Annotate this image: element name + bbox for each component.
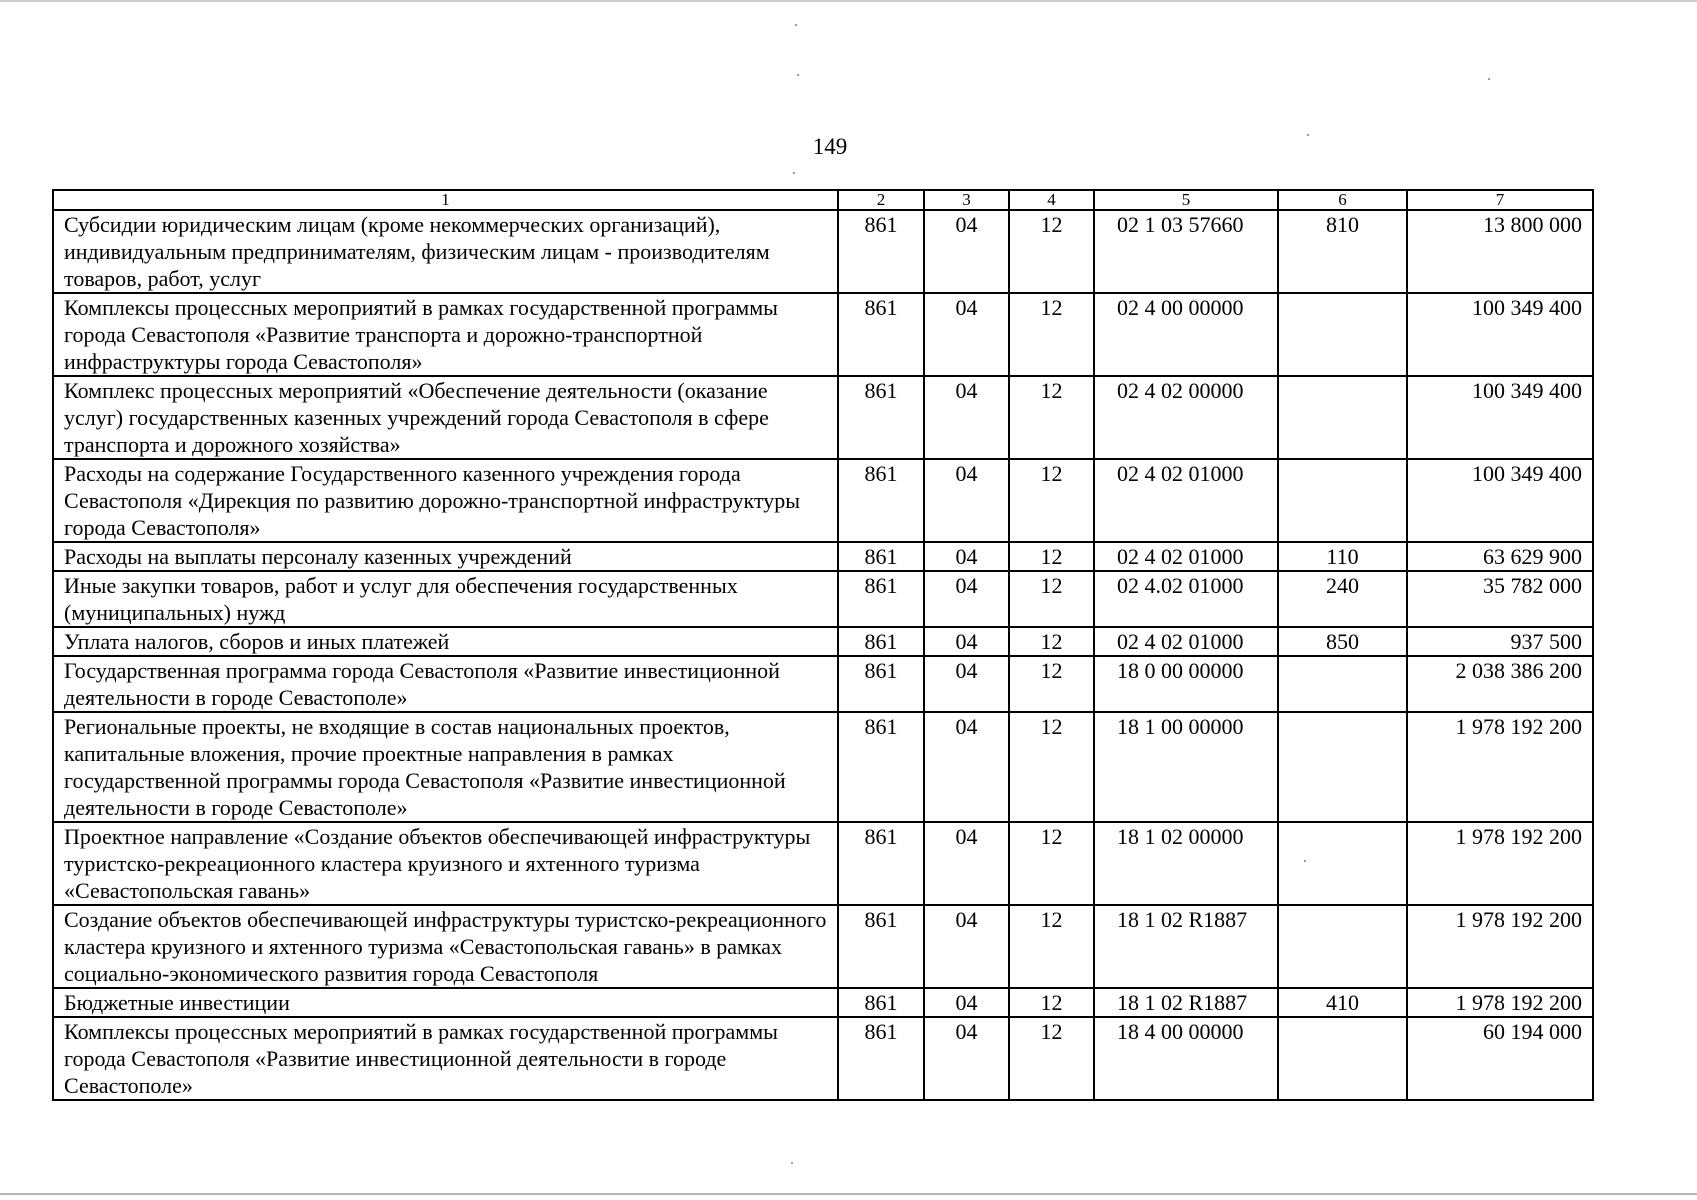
row-code-2: 861 <box>838 542 924 571</box>
row-code-6: 850 <box>1278 627 1407 656</box>
row-code-5: 18 4 00 00000 <box>1094 1017 1278 1100</box>
row-amount: 100 349 400 <box>1407 459 1593 542</box>
row-code-5: 02 4 02 00000 <box>1094 376 1278 459</box>
row-code-4: 12 <box>1009 905 1094 988</box>
table-row <box>53 210 1593 293</box>
row-code-6 <box>1278 459 1407 542</box>
row-code-5: 18 1 02 00000 <box>1094 822 1278 905</box>
table-row <box>53 712 1593 822</box>
row-name: Иные закупки товаров, работ и услуг для обеспечения государственных (муниципальных) нужд <box>53 571 838 627</box>
row-name: Субсидии юридическим лицам (кроме некоммерческих организаций), индивидуальным предпринимателям, физическим лицам - производителям товаров, работ, услуг <box>53 210 838 293</box>
row-name: Государственная программа города Севастополя «Развитие инвестиционной деятельности в городе Севастополе» <box>53 656 838 712</box>
row-amount: 35 782 000 <box>1407 571 1593 627</box>
row-amount: 1 978 192 200 <box>1407 712 1593 822</box>
scan-speck <box>793 172 795 174</box>
row-code-3: 04 <box>924 712 1009 822</box>
table-row <box>53 1017 1593 1100</box>
row-code-6: 810 <box>1278 210 1407 293</box>
row-code-3: 04 <box>924 210 1009 293</box>
row-code-4: 12 <box>1009 988 1094 1017</box>
row-code-2: 861 <box>838 376 924 459</box>
header-col-7: 7 <box>1407 190 1593 210</box>
row-code-3: 04 <box>924 459 1009 542</box>
row-code-2: 861 <box>838 571 924 627</box>
scan-speck <box>797 74 799 76</box>
scan-speck <box>1304 860 1306 862</box>
row-name: Расходы на выплаты персоналу казенных учреждений <box>53 542 838 571</box>
row-code-2: 861 <box>838 293 924 376</box>
row-amount: 937 500 <box>1407 627 1593 656</box>
row-code-3: 04 <box>924 376 1009 459</box>
row-name: Расходы на содержание Государственного казенного учреждения города Севастополя «Дирекция по развитию дорожно-транспортной инфраструктуры города Севастополя» <box>53 459 838 542</box>
row-code-3: 04 <box>924 571 1009 627</box>
page-number: 149 <box>812 134 848 159</box>
row-code-2: 861 <box>838 712 924 822</box>
row-name: Региональные проекты, не входящие в состав национальных проектов, капитальные вложения, прочие проектные направления в рамках государственной программы города Севастополя «Развитие инвестиционной деятельности в городе Севастополе» <box>53 712 838 822</box>
row-amount: 1 978 192 200 <box>1407 905 1593 988</box>
row-code-2: 861 <box>838 905 924 988</box>
row-code-2: 861 <box>838 627 924 656</box>
row-code-4: 12 <box>1009 571 1094 627</box>
row-code-5: 02 4 02 01000 <box>1094 542 1278 571</box>
table-row <box>53 542 1593 571</box>
row-name: Бюджетные инвестиции <box>53 988 838 1017</box>
row-code-5: 18 0 00 00000 <box>1094 656 1278 712</box>
row-code-5: 18 1 02 R1887 <box>1094 905 1278 988</box>
row-code-6 <box>1278 656 1407 712</box>
row-name: Уплата налогов, сборов и иных платежей <box>53 627 838 656</box>
table-row <box>53 656 1593 712</box>
row-code-3: 04 <box>924 988 1009 1017</box>
row-code-5: 02 4.02 01000 <box>1094 571 1278 627</box>
row-code-4: 12 <box>1009 627 1094 656</box>
row-code-5: 18 1 02 R1887 <box>1094 988 1278 1017</box>
row-code-4: 12 <box>1009 459 1094 542</box>
row-code-2: 861 <box>838 822 924 905</box>
row-code-5: 02 4 00 00000 <box>1094 293 1278 376</box>
row-amount: 1 978 192 200 <box>1407 988 1593 1017</box>
row-code-3: 04 <box>924 542 1009 571</box>
row-code-6: 110 <box>1278 542 1407 571</box>
row-code-6 <box>1278 822 1407 905</box>
row-code-4: 12 <box>1009 210 1094 293</box>
scan-edge-top <box>0 0 1697 2</box>
row-code-6 <box>1278 712 1407 822</box>
table-row <box>53 822 1593 905</box>
row-code-4: 12 <box>1009 712 1094 822</box>
row-code-2: 861 <box>838 459 924 542</box>
row-amount: 60 194 000 <box>1407 1017 1593 1100</box>
row-amount: 1 978 192 200 <box>1407 822 1593 905</box>
row-code-2: 861 <box>838 1017 924 1100</box>
row-code-6 <box>1278 376 1407 459</box>
table-row <box>53 459 1593 542</box>
row-name: Создание объектов обеспечивающей инфраструктуры туристско-рекреационного кластера круизного и яхтенного туризма «Севастопольская гавань» в рамках социально-экономического развития города Севастополя <box>53 905 838 988</box>
table-row <box>53 376 1593 459</box>
budget-table <box>52 189 1594 1101</box>
row-name: Комплексы процессных мероприятий в рамках государственной программы города Севастополя «Развитие транспорта и дорожно-транспортной инфраструктуры города Севастополя» <box>53 293 838 376</box>
header-col-3: 3 <box>924 190 1009 210</box>
header-row <box>53 190 1593 210</box>
row-amount: 2 038 386 200 <box>1407 656 1593 712</box>
scan-speck <box>1488 78 1490 80</box>
row-code-6 <box>1278 293 1407 376</box>
scan-speck <box>1307 134 1309 136</box>
row-code-6: 240 <box>1278 571 1407 627</box>
row-code-3: 04 <box>924 656 1009 712</box>
row-code-2: 861 <box>838 656 924 712</box>
row-code-6 <box>1278 905 1407 988</box>
row-code-2: 861 <box>838 988 924 1017</box>
table-row <box>53 293 1593 376</box>
table-row <box>53 988 1593 1017</box>
row-amount: 100 349 400 <box>1407 376 1593 459</box>
row-code-3: 04 <box>924 627 1009 656</box>
row-name: Комплекс процессных мероприятий «Обеспечение деятельности (оказание услуг) государственных казенных учреждений города Севастополя в сфере транспорта и дорожного хозяйства» <box>53 376 838 459</box>
row-code-6: 410 <box>1278 988 1407 1017</box>
scan-speck <box>795 24 797 26</box>
row-name: Проектное направление «Создание объектов обеспечивающей инфраструктуры туристско-рекреационного кластера круизного и яхтенного туризма «Севастопольская гавань» <box>53 822 838 905</box>
table-row <box>53 627 1593 656</box>
row-code-4: 12 <box>1009 656 1094 712</box>
row-code-5: 02 4 02 01000 <box>1094 459 1278 542</box>
row-code-4: 12 <box>1009 376 1094 459</box>
row-amount: 63 629 900 <box>1407 542 1593 571</box>
row-code-4: 12 <box>1009 293 1094 376</box>
header-col-6: 6 <box>1278 190 1407 210</box>
table-row <box>53 571 1593 627</box>
row-code-5: 02 1 03 57660 <box>1094 210 1278 293</box>
row-code-3: 04 <box>924 905 1009 988</box>
row-code-5: 18 1 00 00000 <box>1094 712 1278 822</box>
header-col-2: 2 <box>838 190 924 210</box>
row-code-4: 12 <box>1009 822 1094 905</box>
row-code-3: 04 <box>924 293 1009 376</box>
row-code-5: 02 4 02 01000 <box>1094 627 1278 656</box>
header-col-1: 1 <box>53 190 838 210</box>
row-code-3: 04 <box>924 1017 1009 1100</box>
row-code-2: 861 <box>838 210 924 293</box>
row-code-3: 04 <box>924 822 1009 905</box>
row-code-4: 12 <box>1009 542 1094 571</box>
scan-edge-bottom <box>0 1193 1697 1195</box>
row-code-6 <box>1278 1017 1407 1100</box>
header-col-5: 5 <box>1094 190 1278 210</box>
row-amount: 13 800 000 <box>1407 210 1593 293</box>
row-code-4: 12 <box>1009 1017 1094 1100</box>
row-name: Комплексы процессных мероприятий в рамках государственной программы города Севастополя «Развитие инвестиционной деятельности в городе Севастополе» <box>53 1017 838 1100</box>
scan-speck <box>791 1162 793 1164</box>
row-amount: 100 349 400 <box>1407 293 1593 376</box>
header-col-4: 4 <box>1009 190 1094 210</box>
table-row <box>53 905 1593 988</box>
